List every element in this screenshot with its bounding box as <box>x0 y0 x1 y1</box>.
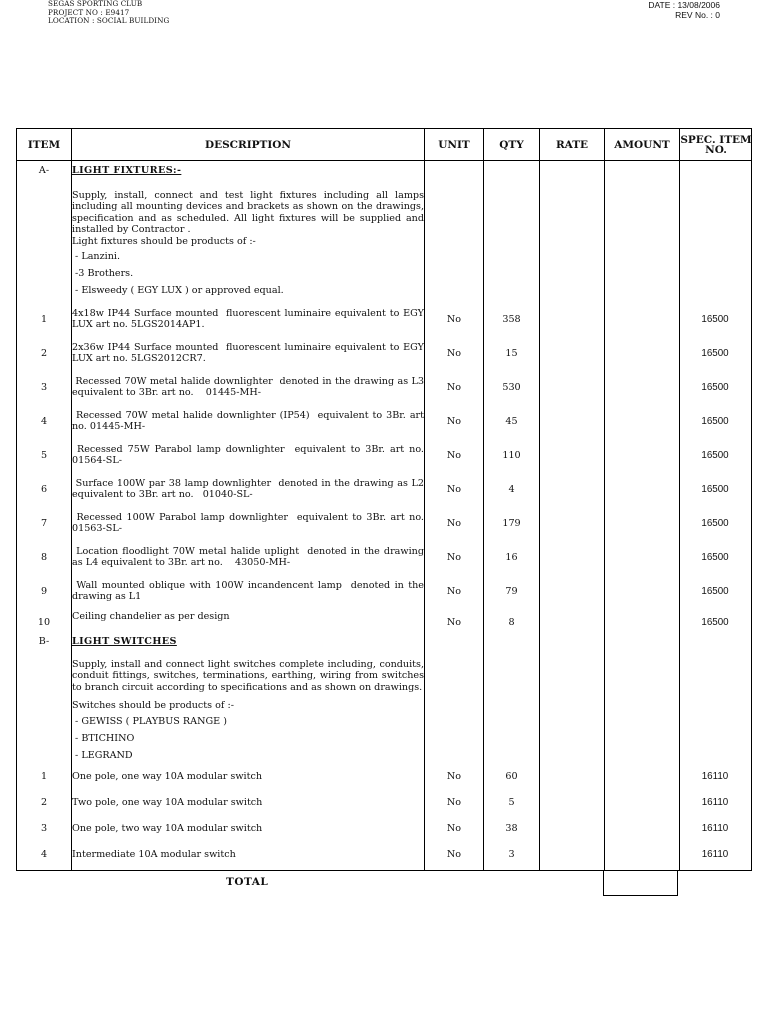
column-divider <box>424 129 425 870</box>
row-description: Two pole, one way 10A modular switch <box>72 797 263 808</box>
row-quantity: 16 <box>505 552 518 563</box>
row-item-number: 5 <box>40 450 48 461</box>
row-spec-item: 16500 <box>701 484 729 495</box>
column-header-qty: QTY <box>499 138 524 151</box>
row-spec-item: 16500 <box>701 348 729 359</box>
product-name: - BTICHINO <box>72 733 135 744</box>
row-quantity: 4 <box>508 484 515 495</box>
row-quantity: 110 <box>502 450 521 461</box>
row-item-number: 8 <box>40 552 48 563</box>
row-item-number: 9 <box>40 586 48 597</box>
row-unit: No <box>446 797 462 808</box>
row-description: Recessed 100W Parabol lamp downlighter equivalent to 3Br. art no. 01563-SL- <box>72 512 437 535</box>
revision-number: REV No. : 0 <box>675 10 720 20</box>
row-quantity: 530 <box>502 382 521 393</box>
product-name: - LEGRAND <box>72 750 133 761</box>
row-description: Location floodlight 70W metal halide uplight denoted in the drawing as L4 equivalent to 3Br. art no. 43050-MH- <box>72 546 428 569</box>
project-location: LOCATION : SOCIAL BUILDING <box>48 16 170 25</box>
row-item-number: 3 <box>40 382 48 393</box>
row-spec-item: 16110 <box>701 771 729 782</box>
row-item-number: 3 <box>40 823 48 834</box>
section-item-code: B- <box>38 636 50 647</box>
row-description: Recessed 70W metal halide downlighter (IP54) equivalent to 3Br. art no. 01445-MH- <box>72 410 428 433</box>
row-spec-item: 16500 <box>701 450 729 461</box>
row-spec-item: 16500 <box>701 314 729 325</box>
column-header-unit: UNIT <box>438 138 470 151</box>
spec-header-line: NO. <box>705 143 727 156</box>
product-name: - Elsweedy ( EGY LUX ) or approved equal. <box>72 285 284 296</box>
project-header <box>48 0 169 26</box>
row-spec-item: 16500 <box>701 617 729 628</box>
column-divider <box>483 129 484 870</box>
column-header-item: ITEM <box>27 138 61 151</box>
row-spec-item: 16110 <box>701 797 729 808</box>
row-unit: No <box>446 416 462 427</box>
row-unit: No <box>446 348 462 359</box>
row-description: Surface 100W par 38 lamp downlighter denoted in the drawing as L2 equivalent to 3Br. art no. 01040-SL- <box>72 478 428 501</box>
row-unit: No <box>446 518 462 529</box>
row-description: One pole, one way 10A modular switch <box>72 771 263 782</box>
row-description: Wall mounted oblique with 100W incandencent lamp denoted in the drawing as L1 <box>72 580 428 603</box>
row-spec-item: 16110 <box>701 823 729 834</box>
spec-header-line: SPEC. ITEM <box>680 133 752 146</box>
products-label: Light fixtures should be products of :- <box>72 236 256 247</box>
row-description: 4x18w IP44 Surface mounted fluorescent luminaire equivalent to EGY LUX art no. 5LGS2014AP1. <box>72 308 428 331</box>
column-header-rate: RATE <box>555 138 589 151</box>
row-item-number: 6 <box>40 484 48 495</box>
project-number: PROJECT NO : E9417 <box>48 7 130 17</box>
row-unit: No <box>446 823 462 834</box>
column-header-description: DESCRIPTION <box>204 138 292 151</box>
row-unit: No <box>446 586 462 597</box>
row-quantity: 15 <box>505 348 518 359</box>
row-quantity: 8 <box>508 617 515 628</box>
row-unit: No <box>446 771 462 782</box>
row-spec-item: 16500 <box>701 586 729 597</box>
row-quantity: 5 <box>508 797 515 808</box>
row-description: Recessed 75W Parabol lamp downlighter equivalent to 3Br. art no. 01564-SL- <box>72 444 437 467</box>
row-spec-item: 16500 <box>701 552 729 563</box>
row-item-number: 2 <box>40 348 48 359</box>
revision-header <box>648 0 720 20</box>
row-description: 2x36w IP44 Surface mounted fluorescent luminaire equivalent to EGY LUX art no. 5LGS2012CR7. <box>72 342 428 365</box>
section-title: LIGHT SWITCHES <box>72 636 177 647</box>
products-label: Switches should be products of :- <box>72 700 234 711</box>
row-unit: No <box>446 552 462 563</box>
row-item-number: 1 <box>40 314 48 325</box>
section-intro: Supply, install and connect light switches complete including, conduits, conduit fittings, switches, terminations, earthing, wiring from switches to branch circuit according to specifications and as shown on drawings. <box>72 659 424 693</box>
row-item-number: 2 <box>40 797 48 808</box>
product-name: -3 Brothers. <box>72 268 134 279</box>
row-quantity: 79 <box>505 586 518 597</box>
section-title: LIGHT FIXTURES:- <box>72 165 182 176</box>
product-name: - Lanzini. <box>72 251 121 262</box>
row-unit: No <box>446 849 462 860</box>
column-divider <box>604 129 605 870</box>
row-spec-item: 16500 <box>701 416 729 427</box>
total-label: TOTAL <box>226 876 269 888</box>
bill-of-quantities-table <box>16 128 752 871</box>
row-item-number: 4 <box>40 849 48 860</box>
column-divider <box>539 129 540 870</box>
row-quantity: 45 <box>505 416 518 427</box>
row-quantity: 60 <box>505 771 518 782</box>
row-description: Recessed 70W metal halide downlighter denoted in the drawing as L3 equivalent to 3Br. art no. 01445-MH- <box>72 376 428 399</box>
row-description: One pole, two way 10A modular switch <box>72 823 263 834</box>
document-date: DATE : 13/08/2006 <box>648 0 720 10</box>
row-description: Intermediate 10A modular switch <box>72 849 236 860</box>
column-divider <box>679 129 680 870</box>
row-unit: No <box>446 617 462 628</box>
header-divider <box>17 160 751 161</box>
row-item-number: 4 <box>40 416 48 427</box>
section-intro: Supply, install, connect and test light fixtures including all lamps including all mounting devices and brackets as shown on the drawings, specification and as scheduled. All light fixtures will be supplied and installed by Contractor . <box>72 190 424 236</box>
total-amount-box <box>603 870 678 896</box>
row-quantity: 358 <box>502 314 521 325</box>
row-unit: No <box>446 484 462 495</box>
client-name: SEGAS SPORTING CLUB <box>48 0 143 8</box>
row-spec-item: 16500 <box>701 518 729 529</box>
row-item-number: 1 <box>40 771 48 782</box>
row-item-number: 10 <box>37 617 51 628</box>
row-item-number: 7 <box>40 518 48 529</box>
row-description: Ceiling chandelier as per design <box>72 611 230 622</box>
column-header-spec-item <box>680 129 752 160</box>
row-quantity: 3 <box>508 849 515 860</box>
row-quantity: 179 <box>502 518 521 529</box>
product-name: - GEWISS ( PLAYBUS RANGE ) <box>72 716 227 727</box>
row-unit: No <box>446 314 462 325</box>
section-item-code: A- <box>38 165 50 176</box>
row-unit: No <box>446 382 462 393</box>
row-spec-item: 16110 <box>701 849 729 860</box>
row-unit: No <box>446 450 462 461</box>
row-quantity: 38 <box>505 823 518 834</box>
row-spec-item: 16500 <box>701 382 729 393</box>
column-header-amount: AMOUNT <box>614 138 670 151</box>
